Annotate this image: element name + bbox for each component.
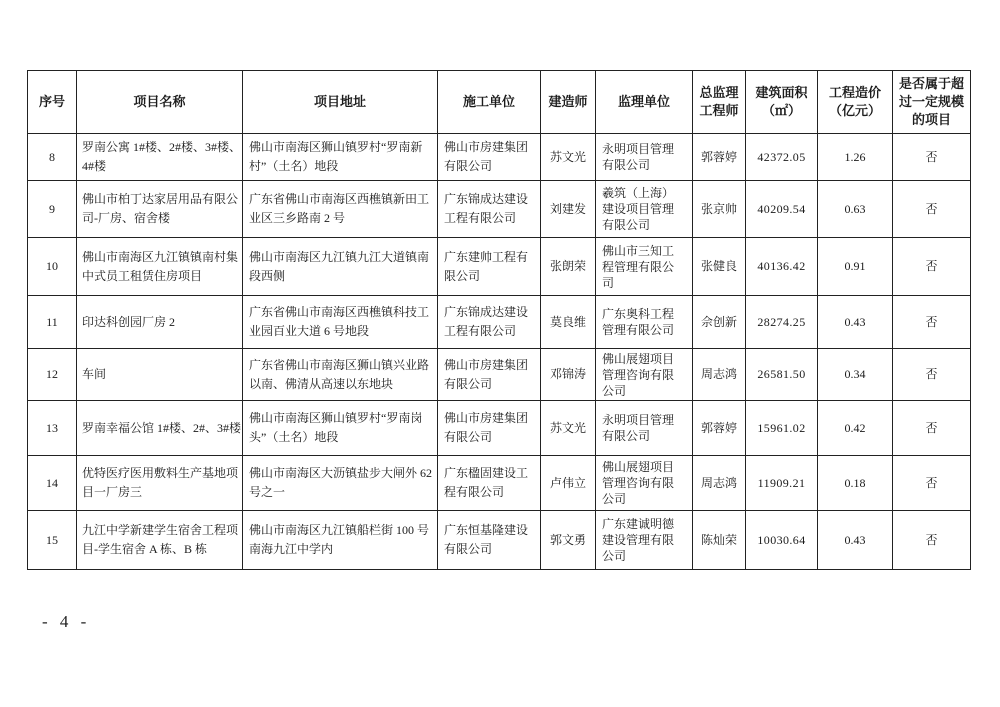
header-project-address: 项目地址 [243,71,438,134]
cell-chief-supervisor: 张健良 [693,238,746,296]
cell-seq: 11 [28,296,77,349]
cell-cost: 0.43 [818,511,893,570]
cell-contractor: 佛山市房建集团有限公司 [438,349,541,401]
header-area: 建筑面积（㎡） [746,71,818,134]
cell-chief-supervisor: 佘创新 [693,296,746,349]
cell-builder: 莫良维 [541,296,596,349]
table-body [28,134,971,570]
cell-cost: 1.26 [818,134,893,181]
header-supervisor: 监理单位 [596,71,693,134]
header-seq: 序号 [28,71,77,134]
cell-supervisor: 广东建诚明德建设管理有限公司 [596,511,693,570]
header-row [28,71,971,134]
cell-seq: 15 [28,511,77,570]
cell-area: 40209.54 [746,181,818,238]
table-row [28,456,971,511]
header-contractor: 施工单位 [438,71,541,134]
header-project-name: 项目名称 [77,71,243,134]
header-cost: 工程造价（亿元） [818,71,893,134]
cell-project-address: 佛山市南海区狮山镇罗村“罗南新村”（土名）地段 [243,134,438,181]
cell-contractor: 广东锦成达建设工程有限公司 [438,181,541,238]
cell-area: 40136.42 [746,238,818,296]
cell-area: 28274.25 [746,296,818,349]
page-number: - 4 - [42,612,91,631]
cell-area: 15961.02 [746,401,818,456]
cell-contractor: 佛山市房建集团有限公司 [438,134,541,181]
cell-project-name: 九江中学新建学生宿舍工程项目-学生宿舍 A 栋、B 栋 [77,511,243,570]
table-row [28,511,971,570]
table-row [28,134,971,181]
cell-chief-supervisor: 郭蓉婷 [693,401,746,456]
cell-chief-supervisor: 周志鸿 [693,349,746,401]
cell-project-address: 佛山市南海区狮山镇罗村“罗南岗头”（土名）地段 [243,401,438,456]
cell-project-address: 广东省佛山市南海区西樵镇科技工业园百业大道 6 号地段 [243,296,438,349]
cell-seq: 12 [28,349,77,401]
cell-builder: 苏文光 [541,401,596,456]
cell-contractor: 佛山市房建集团有限公司 [438,401,541,456]
cell-seq: 9 [28,181,77,238]
cell-chief-supervisor: 周志鸿 [693,456,746,511]
cell-cost: 0.34 [818,349,893,401]
table-row [28,181,971,238]
cell-seq: 14 [28,456,77,511]
cell-large-scale: 否 [893,181,971,238]
table-row [28,349,971,401]
cell-area: 42372.05 [746,134,818,181]
cell-builder: 苏文光 [541,134,596,181]
cell-seq: 8 [28,134,77,181]
cell-builder: 邓锦涛 [541,349,596,401]
cell-large-scale: 否 [893,456,971,511]
cell-builder: 刘建发 [541,181,596,238]
cell-builder: 卢伟立 [541,456,596,511]
cell-supervisor: 永明项目管理有限公司 [596,401,693,456]
cell-large-scale: 否 [893,238,971,296]
cell-large-scale: 否 [893,134,971,181]
cell-project-name: 印达科创园厂房 2 [77,296,243,349]
table-row [28,401,971,456]
cell-area: 26581.50 [746,349,818,401]
cell-project-name: 优特医疗医用敷料生产基地项目一厂房三 [77,456,243,511]
cell-contractor: 广东楹固建设工程有限公司 [438,456,541,511]
cell-seq: 13 [28,401,77,456]
header-large-scale: 是否属于超过一定规模的项目 [893,71,971,134]
cell-contractor: 广东恒基隆建设有限公司 [438,511,541,570]
cell-supervisor: 佛山市三知工程管理有限公司 [596,238,693,296]
cell-builder: 郭文勇 [541,511,596,570]
cell-area: 10030.64 [746,511,818,570]
cell-supervisor: 广东奥科工程管理有限公司 [596,296,693,349]
header-builder: 建造师 [541,71,596,134]
cell-area: 11909.21 [746,456,818,511]
cell-project-name: 佛山市柏丁达家居用品有限公司-厂房、宿舍楼 [77,181,243,238]
cell-project-address: 佛山市南海区九江镇船栏街 100 号南海九江中学内 [243,511,438,570]
header-chief-supervisor: 总监理工程师 [693,71,746,134]
cell-contractor: 广东锦成达建设工程有限公司 [438,296,541,349]
cell-cost: 0.91 [818,238,893,296]
project-table [27,70,971,570]
cell-supervisor: 佛山展翅项目管理咨询有限公司 [596,456,693,511]
cell-project-address: 佛山市南海区大沥镇盐步大闸外 62 号之一 [243,456,438,511]
cell-cost: 0.18 [818,456,893,511]
cell-supervisor: 羲筑（上海）建设项目管理有限公司 [596,181,693,238]
cell-cost: 0.63 [818,181,893,238]
cell-builder: 张朗荣 [541,238,596,296]
cell-contractor: 广东建帅工程有限公司 [438,238,541,296]
cell-project-address: 广东省佛山市南海区西樵镇新田工业区三乡路南 2 号 [243,181,438,238]
cell-large-scale: 否 [893,511,971,570]
table-row [28,296,971,349]
cell-project-address: 佛山市南海区九江镇九江大道镇南段西侧 [243,238,438,296]
cell-supervisor: 佛山展翅项目管理咨询有限公司 [596,349,693,401]
cell-large-scale: 否 [893,349,971,401]
cell-project-name: 罗南幸福公馆 1#楼、2#、3#楼 [77,401,243,456]
cell-project-name: 佛山市南海区九江镇镇南村集中式员工租赁住房项目 [77,238,243,296]
cell-large-scale: 否 [893,296,971,349]
cell-seq: 10 [28,238,77,296]
cell-project-address: 广东省佛山市南海区狮山镇兴业路以南、佛清从高速以东地块 [243,349,438,401]
cell-supervisor: 永明项目管理有限公司 [596,134,693,181]
cell-project-name: 车间 [77,349,243,401]
cell-chief-supervisor: 陈灿荣 [693,511,746,570]
table-row [28,238,971,296]
cell-chief-supervisor: 张京帅 [693,181,746,238]
cell-cost: 0.43 [818,296,893,349]
cell-large-scale: 否 [893,401,971,456]
cell-chief-supervisor: 郭蓉婷 [693,134,746,181]
cell-cost: 0.42 [818,401,893,456]
cell-project-name: 罗南公寓 1#楼、2#楼、3#楼、4#楼 [77,134,243,181]
